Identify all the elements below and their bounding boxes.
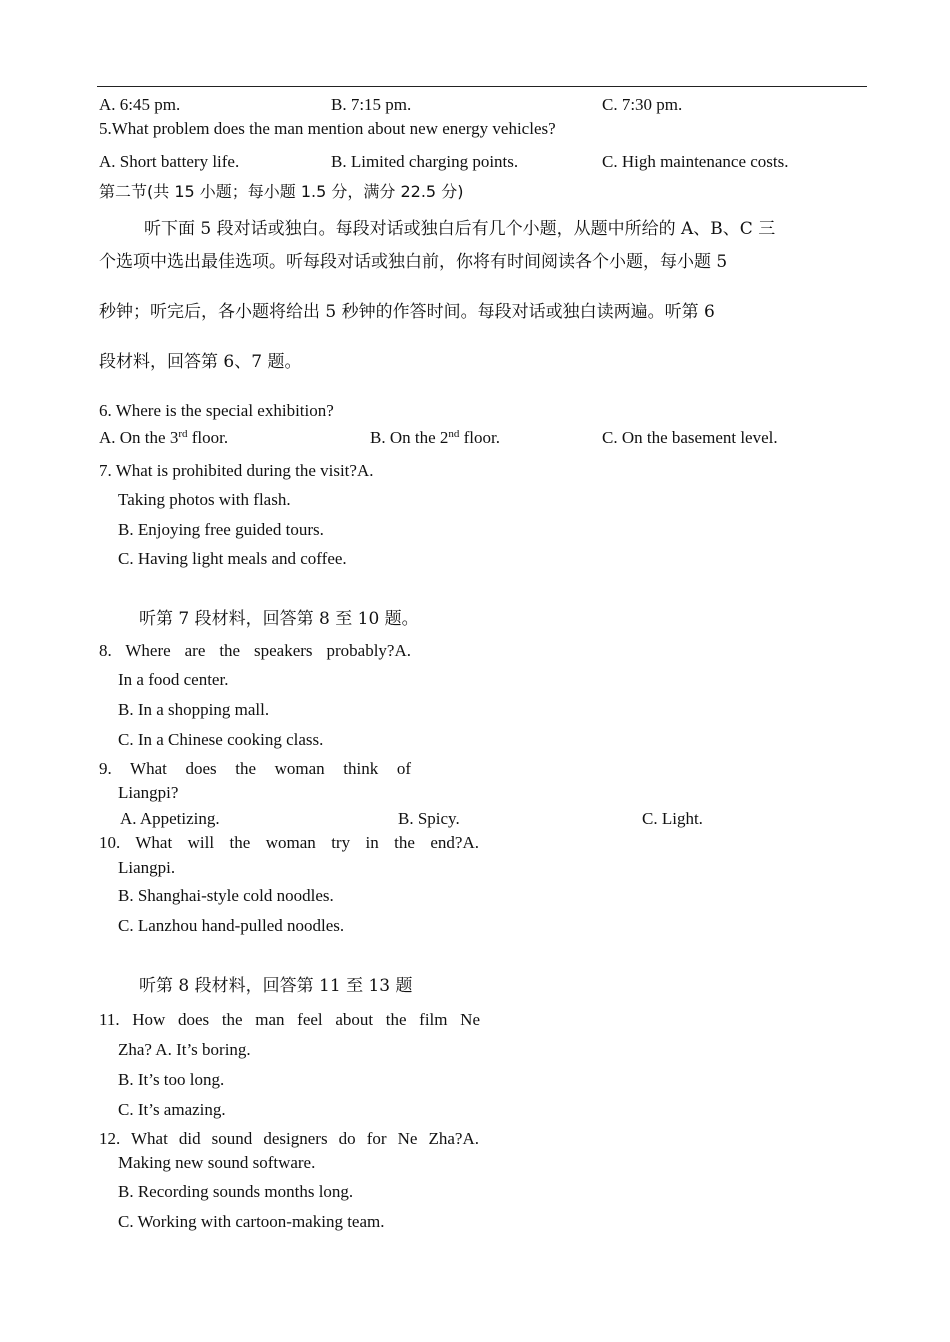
q4-option-a: A. 6:45 pm. xyxy=(99,95,181,114)
q6-option-a: A. On the 3rd floor. xyxy=(99,428,229,447)
q11-option-b: B. It’s too long. xyxy=(118,1070,225,1089)
q12-option-c: C. Working with cartoon-making team. xyxy=(118,1212,385,1231)
section2-instruction-line3: 秒钟；听完后，各小题将给出 5 秒钟的作答时间。每段对话或独白读两遍。听第 6 xyxy=(99,302,715,322)
q6-stem: 6. Where is the special exhibition? xyxy=(99,401,334,420)
q7-option-b: B. Enjoying free guided tours. xyxy=(118,520,324,539)
q4-option-b: B. 7:15 pm. xyxy=(331,95,412,114)
q12-stem: 12. What did sound designers do for Ne Zha?A. xyxy=(99,1129,479,1148)
q8-option-c: C. In a Chinese cooking class. xyxy=(118,730,324,749)
header-rule xyxy=(97,86,867,87)
q8-stem: 8. Where are the speakers probably?A. xyxy=(99,641,411,660)
q11-stem: 11. How does the man feel about the film Ne xyxy=(99,1010,480,1029)
q11-option-c: C. It’s amazing. xyxy=(118,1100,226,1119)
q4-option-c: C. 7:30 pm. xyxy=(602,95,683,114)
q12-option-b: B. Recording sounds months long. xyxy=(118,1182,354,1201)
material8-instruction: 听第 8 段材料，回答第 11 至 13 题 xyxy=(139,976,413,996)
q5-option-b: B. Limited charging points. xyxy=(331,152,519,171)
q6-option-c: C. On the basement level. xyxy=(602,428,778,447)
q9-stem: 9. What does the woman think of xyxy=(99,759,411,778)
q8-option-b: B. In a shopping mall. xyxy=(118,700,270,719)
q10-stem: 10. What will the woman try in the end?A. xyxy=(99,833,479,852)
q6-option-b: B. On the 2nd floor. xyxy=(370,428,500,447)
q9-option-a: A. Appetizing. xyxy=(120,809,220,828)
q7-option-c: C. Having light meals and coffee. xyxy=(118,549,347,568)
section2-instruction-line1: 听下面 5 段对话或独白。每段对话或独白后有几个小题，从题中所给的 A、B、C 三 xyxy=(144,219,776,239)
q10-option-a: Liangpi. xyxy=(118,858,176,877)
section2-instruction-line4: 段材料，回答第 6、7 题。 xyxy=(99,352,302,372)
q9-stem-cont: Liangpi? xyxy=(118,783,179,802)
q12-option-a: Making new sound software. xyxy=(118,1153,316,1172)
q5-option-c: C. High maintenance costs. xyxy=(602,152,789,171)
section2-instruction-line2: 个选项中选出最佳选项。听每段对话或独白前，你将有时间阅读各个小题，每小题 5 xyxy=(99,252,728,272)
q7-stem: 7. What is prohibited during the visit?A. xyxy=(99,461,374,480)
q10-option-b: B. Shanghai-style cold noodles. xyxy=(118,886,334,905)
q7-option-a: Taking photos with flash. xyxy=(118,490,291,509)
q9-option-b: B. Spicy. xyxy=(398,809,460,828)
section2-heading: 第二节(共 15 小题；每小题 1.5 分，满分 22.5 分) xyxy=(99,182,464,201)
q8-option-a: In a food center. xyxy=(118,670,229,689)
material7-instruction: 听第 7 段材料，回答第 8 至 10 题。 xyxy=(139,609,419,629)
q5-option-a: A. Short battery life. xyxy=(99,152,240,171)
q5-stem: 5.What problem does the man mention about new energy vehicles? xyxy=(99,119,556,138)
q9-option-c: C. Light. xyxy=(642,809,703,828)
q11-option-a: Zha? A. It’s boring. xyxy=(118,1040,251,1059)
q10-option-c: C. Lanzhou hand-pulled noodles. xyxy=(118,916,345,935)
